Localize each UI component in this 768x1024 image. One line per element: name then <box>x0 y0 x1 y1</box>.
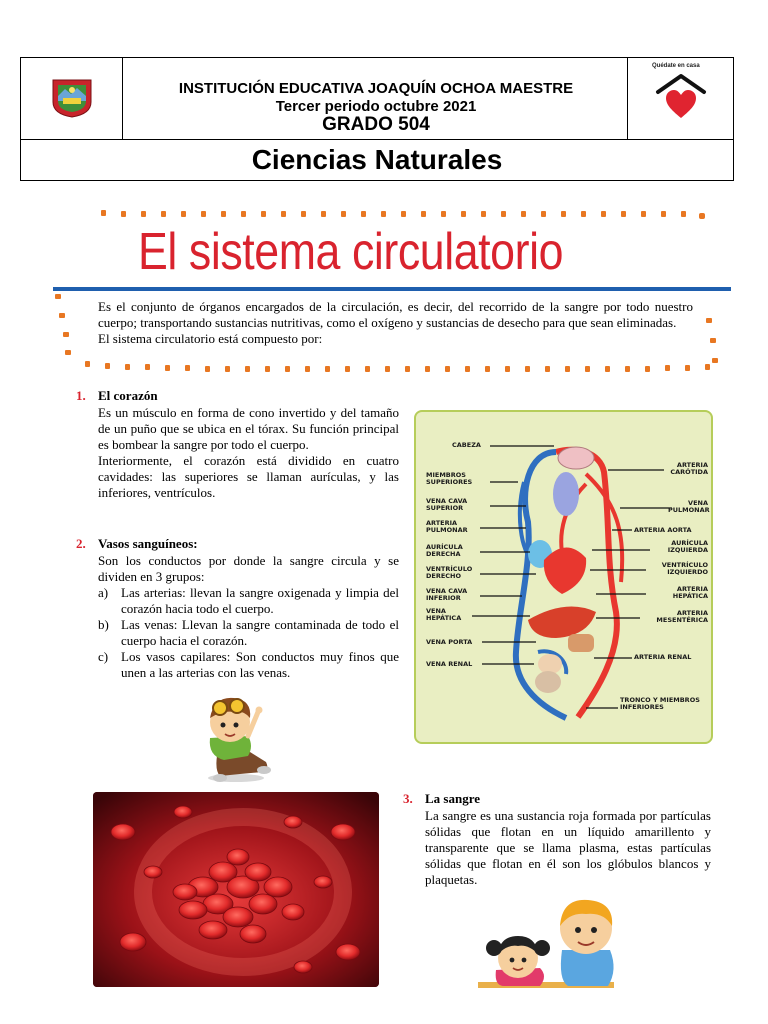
label-vena-cava-superior: VENA CAVA SUPERIOR <box>426 497 468 512</box>
label-arteria-mesenterica: ARTERIA MESENTÉRICA <box>656 609 708 624</box>
label-vena-pulmonar: VENA PULMONAR <box>668 499 710 514</box>
circulatory-system-diagram <box>414 410 713 744</box>
label-ventriculo-izquierdo: VENTRÍCULO IZQUIERDO <box>661 561 708 576</box>
label-vena-renal: VENA RENAL <box>426 660 473 668</box>
label-arteria-renal: ARTERIA RENAL <box>634 653 692 661</box>
list-item <box>98 649 399 681</box>
list-marker: c) <box>98 649 109 664</box>
list-item-text: Las venas: Llevan la sangre contaminada de todo el cuerpo hacia el corazón. <box>121 617 399 648</box>
label-vena-porta: VENA PORTA <box>426 638 473 646</box>
grade-text: GRADO 504 <box>322 114 430 135</box>
label-arteria-carotida: ARTERIA CARÓTIDA <box>670 461 708 476</box>
section-number: 2. <box>76 536 86 551</box>
stay-home-logo-text: Quédate en casa <box>652 63 700 69</box>
intro-paragraph: Es el conjunto de órganos encargados de la circulación, es decir, del recorrido de la sangre por todo nuestro cuerpo; transportando sustancias nutritivas, como el oxígeno y sustancias de desecho para que sean eliminadas. <box>98 299 693 330</box>
label-ventriculo-derecho: VENTRÍCULO DERECHO <box>426 565 473 580</box>
heart-paragraph-2: Interiormente, el corazón está dividido en cuatro cavidades: las superiores se llaman aurículas, y las inferiores, ventrículos. <box>98 453 399 500</box>
list-item <box>98 617 399 649</box>
title-underline <box>53 287 731 291</box>
page-title: El sistema circulatorio <box>138 223 564 281</box>
vessels-list <box>98 585 399 681</box>
section-heart-body <box>98 405 399 501</box>
label-arteria-aorta: ARTERIA AORTA <box>634 526 692 534</box>
list-item-text: Las arterias: llevan la sangre oxigenada y limpia del corazón hacia todo el cuerpo. <box>121 585 399 616</box>
heart-paragraph-1: Es un músculo en forma de cono invertido y del tamaño de un puño que se ubica en el tórax. Su función principal es bombear la sangre por todo el cuerpo. <box>98 405 399 452</box>
label-miembros-superiores: MIEMBROS SUPERIORES <box>426 471 473 486</box>
label-tronco-miembros-inferiores: TRONCO Y MIEMBROS INFERIORES <box>620 696 700 711</box>
label-auricula-izquierda: AURÍCULA IZQUIERDA <box>667 539 708 554</box>
intro-line2: El sistema circulatorio está compuesto por: <box>98 331 323 346</box>
boy-with-goggles-illustration <box>190 690 282 785</box>
blood-paragraph: La sangre es una sustancia roja formada por partículas sólidas que flotan en un líquido amarillento y transparente que se llama plasma, estas partículas sólidas que flotan en él son los glóbulos blancos y plaquetas. <box>425 808 711 887</box>
section-number: 3. <box>403 791 413 806</box>
label-vena-hepatica: VENA HEPÁTICA <box>426 607 462 622</box>
vessels-paragraph: Son los conductos por donde la sangre circula y se dividen en 3 grupos: <box>98 553 399 584</box>
label-arteria-hepatica: ARTERIA HEPÁTICA <box>672 585 708 600</box>
section-title: Vasos sanguíneos: <box>98 536 198 551</box>
section-number: 1. <box>76 388 86 403</box>
institution-name: INSTITUCIÓN EDUCATIVA JOAQUÍN OCHOA MAESTRE <box>178 80 574 97</box>
kids-illustration <box>478 890 630 990</box>
red-blood-cells-drawing <box>93 792 379 987</box>
list-marker: a) <box>98 585 109 600</box>
section-title: La sangre <box>425 791 481 806</box>
list-marker: b) <box>98 617 109 632</box>
section-vessels-heading <box>76 536 198 552</box>
label-auricula-derecha: AURÍCULA DERECHA <box>426 543 463 558</box>
red-blood-cells-image <box>93 792 379 987</box>
subject-title: Ciencias Naturales <box>251 144 503 175</box>
period-text: Tercer periodo octubre 2021 <box>275 98 477 115</box>
section-title: El corazón <box>98 388 158 403</box>
section-heart-heading <box>76 388 158 404</box>
label-cabeza: CABEZA <box>452 441 481 449</box>
label-arteria-pulmonar: ARTERIA PULMONAR <box>426 519 468 534</box>
list-item-text: Los vasos capilares: Son conductos muy finos que unen a las arterias con las venas. <box>121 649 399 680</box>
list-item <box>98 585 399 617</box>
label-vena-cava-inferior: VENA CAVA INFERIOR <box>426 587 468 602</box>
intro-text <box>98 299 693 347</box>
section-blood-heading <box>403 791 480 807</box>
